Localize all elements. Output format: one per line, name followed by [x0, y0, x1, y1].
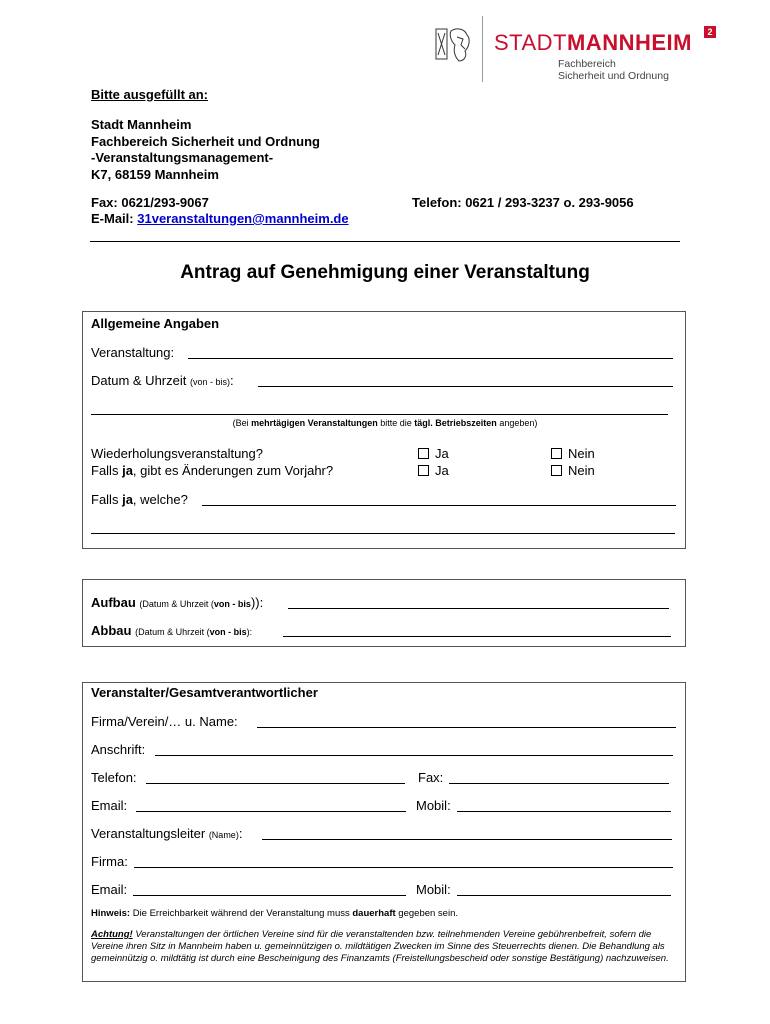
no-label: Nein [568, 463, 595, 478]
abbau-label [91, 623, 252, 638]
phone-label: Telefon: [91, 770, 137, 785]
fax-label: Fax: [418, 770, 444, 785]
notice-warning: Achtung! [91, 929, 133, 940]
brand-badge [704, 26, 716, 38]
event-label: Veranstaltung: [91, 345, 175, 360]
checkbox-icon[interactable] [551, 465, 562, 476]
mobile2-input[interactable] [457, 895, 671, 896]
address-line: K7, 68159 Mannheim [91, 166, 219, 182]
dept-line-1: Fachbereich [558, 58, 616, 70]
which-changes-input-2[interactable] [91, 533, 675, 534]
q-part: , welche? [132, 492, 188, 507]
fax-input[interactable] [449, 783, 669, 784]
email-link[interactable]: 31veranstaltungen@mannheim.de [137, 211, 349, 226]
yes-label: Ja [435, 463, 449, 478]
event-input[interactable] [188, 358, 673, 359]
hint-part: (Datum & Uhrzeit ( [135, 627, 210, 637]
changes-no-checkbox[interactable] [551, 463, 595, 478]
hint-part: Die Erreichbarkeit während der Veranstaltung muss [130, 908, 353, 919]
yes-label: Ja [435, 446, 449, 461]
notice-text: Veranstaltungen der örtlichen Vereine sind für die veranstaltenden bzw. teilnehmenden Vereine gebührenbefreit, sofern die Vereine ihren Sitz in Mannheim haben u. gemeinnützigen o. mildtätigen Zwecken im Sinne des Steuerrechts dienen. Die Behandlung als gemeinnützig o. mildtätig ist durch eine Bescheinigung des Finanzamts (Freistellungsbescheid oder sonstige Bestätigung) nachzuweisen. [91, 929, 669, 964]
dept-line-2: Sicherheit und Ordnung [558, 70, 669, 82]
email-line [91, 211, 349, 226]
q-part: ja [122, 463, 133, 478]
hint-part: (Bei [232, 418, 249, 428]
abbau-input[interactable] [283, 636, 671, 637]
leader-label: Veranstaltungsleiter (Name): [91, 826, 243, 841]
aufbau-text: Aufbau [91, 595, 136, 610]
which-changes-input[interactable] [202, 505, 676, 506]
email-label: Email: [91, 798, 128, 813]
mobile-input[interactable] [457, 811, 671, 812]
hint-part: von - bis [213, 599, 251, 609]
send-to-heading: Bitte ausgefüllt an: [91, 87, 209, 102]
checkbox-icon[interactable] [418, 465, 429, 476]
brand-bold: MANNHEIM [566, 30, 692, 55]
hint-part: )): [250, 595, 264, 610]
organizer-heading: Veranstalter/Gesamtverantwortlicher [91, 685, 318, 700]
hint-part: dauerhaft [352, 908, 396, 919]
abbau-text: Abbau [91, 623, 132, 638]
email-label: E-Mail: [91, 211, 134, 226]
hint-part: (Datum & Uhrzeit ( [139, 599, 214, 609]
multi-day-hint [0, 418, 770, 428]
header-divider [90, 241, 680, 242]
which-changes-label [91, 492, 188, 507]
logo-divider [482, 16, 483, 82]
badge-number: 2 [707, 27, 713, 37]
date-label: Datum & Uhrzeit (von - bis): [91, 373, 234, 388]
hint-part: ): [246, 627, 253, 637]
no-label: Nein [568, 446, 595, 461]
repeat-no-checkbox[interactable] [551, 446, 595, 461]
email-input[interactable] [136, 811, 406, 812]
fax-number: Fax: 0621/293-9067 [91, 195, 209, 210]
fee-exemption-notice [91, 929, 681, 965]
hint-part: tägl. Betriebszeiten [414, 418, 497, 428]
checkbox-icon[interactable] [418, 448, 429, 459]
company-input[interactable] [257, 727, 676, 728]
leader-hint: (Name) [208, 830, 239, 840]
date-hint: (von - bis) [190, 377, 231, 387]
city-crest-logo [435, 25, 477, 65]
leader-text: Veranstaltungsleiter [91, 826, 206, 841]
q-part: , gibt es Änderungen zum Vorjahr? [132, 463, 334, 478]
hint-part: angeben) [499, 418, 538, 428]
date-input[interactable] [258, 386, 673, 387]
hint-part: von - bis [209, 627, 247, 637]
hint-part: gegeben sein. [395, 908, 459, 919]
email2-label: Email: [91, 882, 128, 897]
changes-yes-checkbox[interactable] [418, 463, 449, 478]
mobile-label: Mobil: [416, 798, 451, 813]
date-extra-input[interactable] [91, 414, 668, 415]
changes-question [91, 463, 333, 478]
email2-input[interactable] [133, 895, 406, 896]
recipient-address [91, 117, 320, 183]
address-line: Fachbereich Sicherheit und Ordnung [91, 133, 320, 149]
form-title: Antrag auf Genehmigung einer Veranstaltung [180, 262, 590, 283]
checkbox-icon[interactable] [551, 448, 562, 459]
department-label [558, 58, 669, 82]
reachability-hint [91, 908, 458, 919]
phone-input[interactable] [146, 783, 405, 784]
brand-wordmark [494, 30, 692, 56]
q-part: ja [122, 492, 133, 507]
date-label-text: Datum & Uhrzeit [91, 373, 187, 388]
hint-part: mehrtägigen Veranstaltungen [251, 418, 378, 428]
repeat-yes-checkbox[interactable] [418, 446, 449, 461]
leader-input[interactable] [262, 839, 672, 840]
repeat-question: Wiederholungsveranstaltung? [91, 446, 263, 461]
aufbau-input[interactable] [288, 608, 669, 609]
address-label: Anschrift: [91, 742, 146, 757]
general-heading: Allgemeine Angaben [91, 316, 220, 331]
hint-part: Hinweis: [91, 908, 131, 919]
q-part: Falls [91, 492, 119, 507]
brand-light: STADT [494, 30, 567, 55]
hint-part: bitte die [380, 418, 412, 428]
aufbau-label [91, 595, 263, 610]
company-label: Firma/Verein/… u. Name: [91, 714, 238, 729]
phone-number: Telefon: 0621 / 293-3237 o. 293-9056 [412, 195, 634, 210]
firm-input[interactable] [134, 867, 673, 868]
address-line: -Veranstaltungsmanagement- [91, 150, 274, 165]
address-input[interactable] [155, 755, 673, 756]
mobile2-label: Mobil: [416, 882, 451, 897]
firm-label: Firma: [91, 854, 128, 869]
q-part: Falls [91, 463, 119, 478]
address-line: Stadt Mannheim [91, 117, 192, 132]
